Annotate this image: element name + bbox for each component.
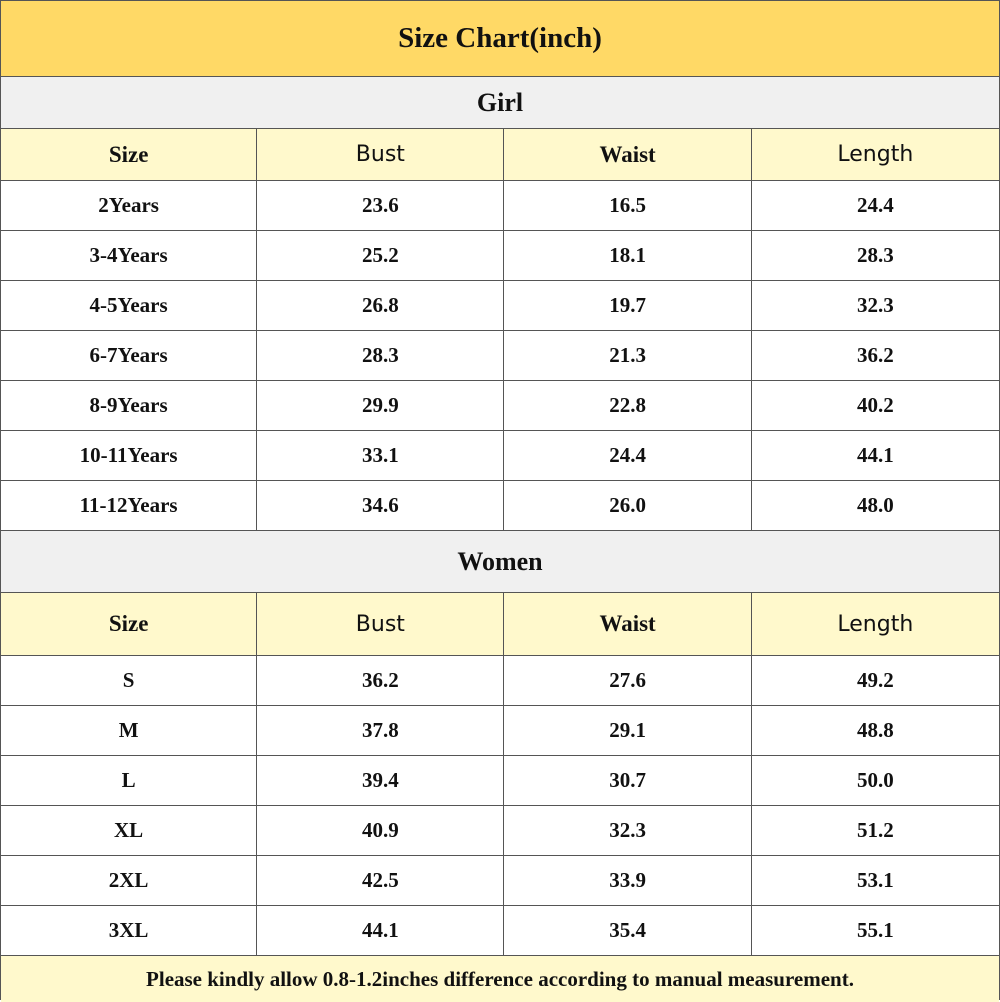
cell-waist: 29.1 [504,706,751,755]
cell-waist: 35.4 [504,906,751,955]
cell-size: XL [1,806,257,855]
cell-length: 44.1 [856,443,894,467]
cell-size: 3XL [1,906,257,955]
cell-waist: 27.6 [504,656,751,705]
cell-length: 48.8 [856,718,894,742]
cell-length: 55.1 [856,918,894,942]
cell-length: 49.2 [856,668,894,692]
cell-size: 6-7Years [1,331,257,380]
table-row [1,856,999,906]
chart-title: Size Chart(inch) [1,1,999,77]
cell-waist: 33.9 [504,856,751,905]
section-heading-girl: Girl [1,77,999,129]
cell-size: 8-9Years [1,381,257,430]
cell-bust: 36.2 [257,656,504,705]
table-row [1,756,999,806]
column-header-size: Size [1,593,257,655]
cell-bust: 23.6 [257,181,504,230]
women-table-body [1,656,999,956]
column-header-bust: Bust [257,593,504,655]
column-header-waist: Waist [504,593,751,655]
cell-length: 51.2 [856,818,894,842]
cell-bust: 29.9 [257,381,504,430]
cell-size: 3-4Years [1,231,257,280]
girl-table-body [1,181,999,531]
cell-size: 4-5Years [1,281,257,330]
girl-header-row [1,129,999,181]
cell-bust: 25.2 [257,231,504,280]
cell-bust: 33.1 [257,431,504,480]
cell-bust: 44.1 [257,906,504,955]
table-row [1,231,999,281]
table-row [1,806,999,856]
cell-waist: 32.3 [504,806,751,855]
cell-length: 40.2 [856,393,894,417]
cell-size: 10-11Years [1,431,257,480]
table-row [1,281,999,331]
table-row [1,906,999,956]
cell-size: L [1,756,257,805]
cell-size: S [1,656,257,705]
cell-waist: 26.0 [504,481,751,530]
cell-size: 11-12Years [1,481,257,530]
cell-length: 50.0 [856,768,894,792]
cell-bust: 42.5 [257,856,504,905]
section-heading-women: Women [1,531,999,593]
cell-waist: 30.7 [504,756,751,805]
cell-bust: 34.6 [257,481,504,530]
cell-length: 32.3 [856,293,894,317]
women-header-row [1,593,999,656]
cell-size: 2Years [1,181,257,230]
cell-waist: 24.4 [504,431,751,480]
column-header-length: Length [837,142,914,167]
cell-length: 53.1 [856,868,894,892]
table-row [1,181,999,231]
cell-size: M [1,706,257,755]
cell-waist: 21.3 [504,331,751,380]
cell-bust: 40.9 [257,806,504,855]
cell-bust: 26.8 [257,281,504,330]
column-header-size: Size [1,129,257,180]
column-header-length: Length [837,611,914,637]
cell-length: 36.2 [856,343,894,367]
cell-bust: 39.4 [257,756,504,805]
table-row [1,656,999,706]
column-header-bust: Bust [257,129,504,180]
cell-length: 28.3 [856,243,894,267]
cell-size: 2XL [1,856,257,905]
table-row [1,706,999,756]
cell-waist: 18.1 [504,231,751,280]
table-row [1,431,999,481]
table-row [1,481,999,531]
table-row [1,331,999,381]
measurement-note: Please kindly allow 0.8-1.2inches difference according to manual measurement. [1,956,999,1002]
table-row [1,381,999,431]
cell-bust: 28.3 [257,331,504,380]
column-header-waist: Waist [504,129,751,180]
cell-waist: 19.7 [504,281,751,330]
cell-length: 48.0 [856,493,894,517]
cell-length: 24.4 [856,193,894,217]
cell-waist: 22.8 [504,381,751,430]
cell-waist: 16.5 [504,181,751,230]
cell-bust: 37.8 [257,706,504,755]
